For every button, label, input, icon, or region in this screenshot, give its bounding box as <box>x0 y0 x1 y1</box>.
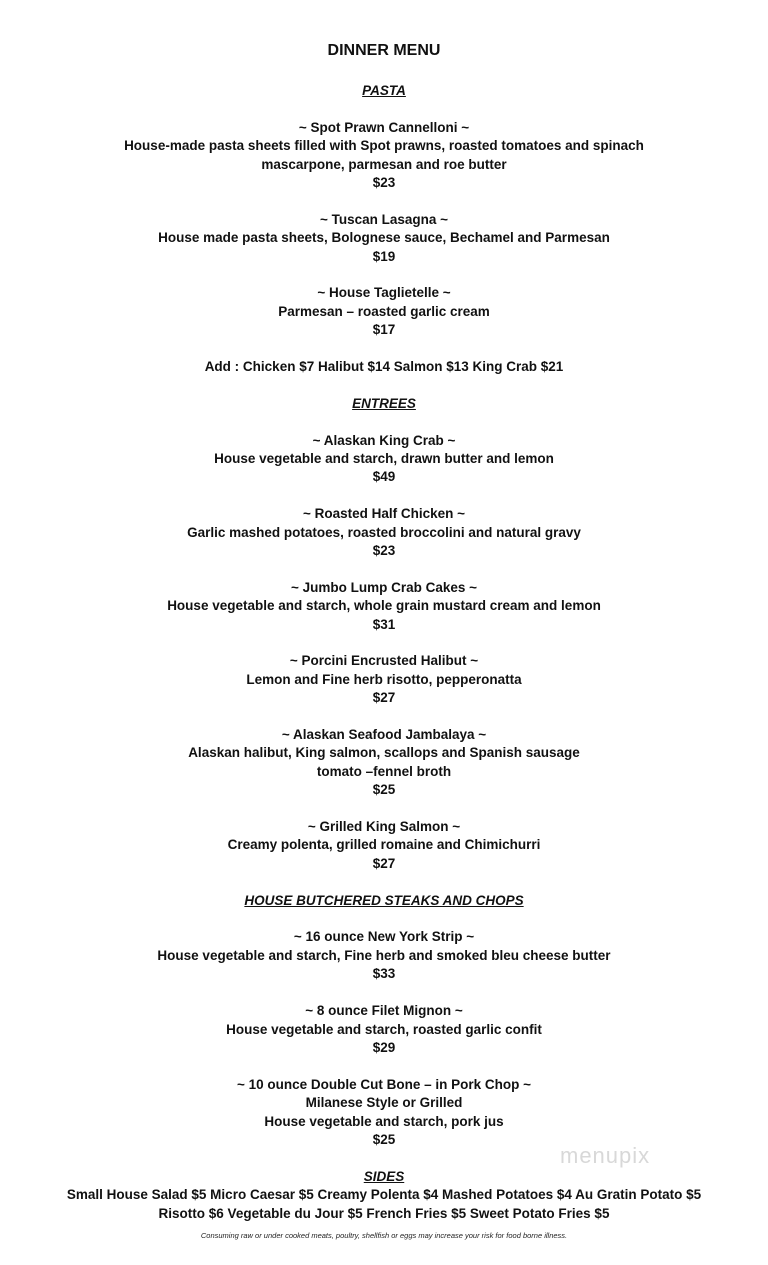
item-price: $23 <box>372 175 396 191</box>
item-name: ~ Alaskan Seafood Jambalaya ~ <box>281 727 487 743</box>
menu-item <box>0 1002 768 1057</box>
item-description: Milanese Style or Grilled <box>305 1095 463 1111</box>
item-description: Creamy polenta, grilled romaine and Chimichurri <box>227 837 541 853</box>
item-price: $25 <box>372 1131 396 1147</box>
item-price: $23 <box>372 543 396 559</box>
menu-item <box>0 284 768 339</box>
menu-item <box>0 928 768 983</box>
item-description: tomato –fennel broth <box>316 763 452 779</box>
menu-item <box>0 119 768 193</box>
item-description: Garlic mashed potatoes, roasted broccolini and natural gravy <box>187 524 581 540</box>
menu-item <box>0 818 768 873</box>
menu-item <box>0 652 768 707</box>
item-description: House vegetable and starch, Fine herb and smoked bleu cheese butter <box>157 947 611 963</box>
item-name: ~ 16 ounce New York Strip ~ <box>293 929 475 945</box>
item-price: $29 <box>372 1039 396 1055</box>
item-description: Parmesan – roasted garlic cream <box>278 303 490 319</box>
sides-line: Small House Salad $5 Micro Caesar $5 Creamy Polenta $4 Mashed Potatoes $4 Au Gratin Potato $5 <box>66 1187 702 1203</box>
menu-item <box>0 211 768 266</box>
item-description: Alaskan halibut, King salmon, scallops and Spanish sausage <box>188 745 580 761</box>
item-price: $19 <box>372 248 396 264</box>
add-protein-options: Add : Chicken $7 Halibut $14 Salmon $13 King Crab $21 <box>204 359 564 375</box>
item-name: ~ House Taglietelle ~ <box>317 285 451 301</box>
item-name: ~ Porcini Encrusted Halibut ~ <box>289 653 479 669</box>
item-description: Lemon and Fine herb risotto, pepperonatta <box>246 671 522 687</box>
item-description: House vegetable and starch, whole grain mustard cream and lemon <box>167 598 601 614</box>
menu-sections <box>0 82 768 1149</box>
item-name: ~ 8 ounce Filet Mignon ~ <box>305 1003 463 1019</box>
item-description: House vegetable and starch, drawn butter and lemon <box>214 451 554 467</box>
watermark-logo: menupix <box>560 1143 651 1168</box>
item-name: ~ Tuscan Lasagna ~ <box>319 211 449 227</box>
sides-heading: SIDES <box>363 1168 405 1184</box>
menu-title: DINNER MENU <box>327 42 441 59</box>
menu <box>0 41 768 1241</box>
item-description: mascarpone, parmesan and roe butter <box>261 156 507 172</box>
item-name: ~ Jumbo Lump Crab Cakes ~ <box>290 579 478 595</box>
item-price: $33 <box>372 966 396 982</box>
item-description: House made pasta sheets, Bolognese sauce, Bechamel and Parmesan <box>158 230 610 246</box>
item-name: ~ Roasted Half Chicken ~ <box>302 506 466 522</box>
item-price: $27 <box>372 855 396 871</box>
item-name: ~ 10 ounce Double Cut Bone – in Pork Chop ~ <box>236 1076 532 1092</box>
item-price: $31 <box>372 616 396 632</box>
item-price: $49 <box>372 469 396 485</box>
item-description: House vegetable and starch, roasted garlic confit <box>226 1021 542 1037</box>
menu-item <box>0 432 768 487</box>
item-description: House-made pasta sheets filled with Spot prawns, roasted tomatoes and spinach <box>124 138 644 154</box>
item-price: $17 <box>372 322 396 338</box>
sides-list <box>0 1186 768 1223</box>
item-price: $27 <box>372 690 396 706</box>
item-name: ~ Grilled King Salmon ~ <box>307 819 461 835</box>
item-name: ~ Alaskan King Crab ~ <box>312 432 456 448</box>
menu-item <box>0 1076 768 1150</box>
menu-item <box>0 505 768 560</box>
item-price: $25 <box>372 782 396 798</box>
menu-item <box>0 579 768 634</box>
section-heading: HOUSE BUTCHERED STEAKS AND CHOPS <box>244 892 524 908</box>
sides-line: Risotto $6 Vegetable du Jour $5 French Fries $5 Sweet Potato Fries $5 <box>158 1205 610 1221</box>
section-heading: ENTREES <box>352 395 416 411</box>
food-safety-disclaimer: Consuming raw or under cooked meats, poultry, shellfish or eggs may increase your risk for food borne illness. <box>200 1230 568 1240</box>
item-description: House vegetable and starch, pork jus <box>264 1113 504 1129</box>
item-name: ~ Spot Prawn Cannelloni ~ <box>298 119 470 135</box>
section-heading: PASTA <box>362 83 406 98</box>
menu-item <box>0 726 768 800</box>
